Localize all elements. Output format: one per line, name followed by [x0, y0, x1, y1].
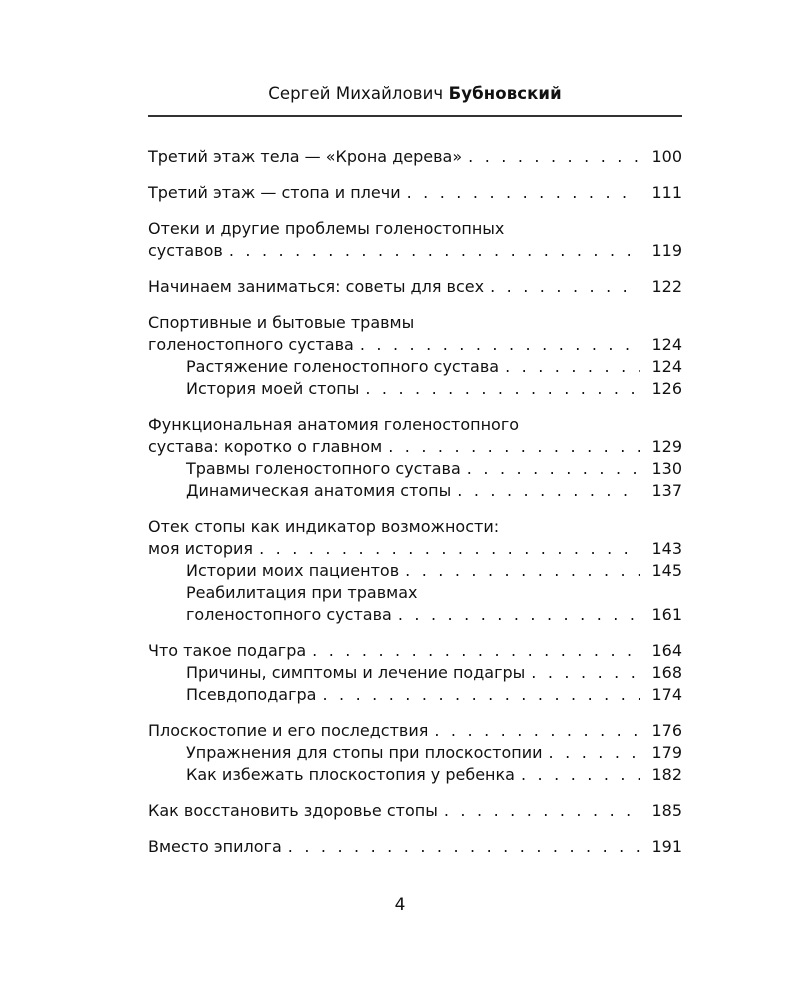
toc-entry-title-line: Что такое подагра	[148, 641, 307, 660]
dot-leader	[468, 146, 640, 168]
toc-page-number: 130	[651, 459, 682, 478]
toc-page-number: 124	[651, 357, 682, 376]
toc-entry[interactable]	[148, 218, 682, 262]
toc-entry[interactable]	[148, 312, 682, 356]
toc-subentry[interactable]	[148, 742, 682, 764]
dot-leader	[229, 240, 640, 262]
dot-leader	[407, 182, 640, 204]
toc-entry-title-line: Реабилитация при травмах	[186, 583, 418, 602]
toc-subentry[interactable]	[148, 378, 682, 400]
dot-leader	[444, 800, 640, 822]
toc-page-number: 124	[651, 335, 682, 354]
toc-subentry[interactable]	[148, 480, 682, 502]
toc-entry-title-line: голеностопного сустава	[148, 335, 354, 354]
author-name: Сергей Михайлович	[268, 84, 444, 103]
author-surname: Бубновский	[448, 84, 562, 103]
toc-entry-title-line: Растяжение голеностопного сустава	[186, 357, 500, 376]
toc-entry-title-line: голеностопного сустава	[186, 605, 392, 624]
dot-leader	[288, 836, 640, 858]
toc-entry-title-line: Травмы голеностопного сустава	[186, 459, 461, 478]
dot-leader	[549, 742, 640, 764]
toc-page-number: 168	[651, 663, 682, 682]
toc-page-number: 137	[651, 481, 682, 500]
toc-page-number: 129	[651, 437, 682, 456]
toc-entry-title-line: Функциональная анатомия голеностопного	[148, 415, 520, 434]
page-number: 4	[394, 895, 406, 915]
toc-page-number: 161	[651, 605, 682, 624]
toc-page-number: 185	[651, 801, 682, 820]
dot-leader	[434, 720, 640, 742]
toc-page-number: 174	[651, 685, 682, 704]
toc-subentry[interactable]	[148, 764, 682, 786]
toc-entry-title-line: Третий этаж — стопа и плечи	[148, 183, 401, 202]
toc-entry[interactable]	[148, 800, 682, 822]
toc-subentry[interactable]	[148, 662, 682, 684]
dot-leader	[365, 378, 640, 400]
toc-entry[interactable]	[148, 146, 682, 168]
toc-entry-title-line: Плоскостопие и его последствия	[148, 721, 429, 740]
dot-leader	[360, 334, 640, 356]
dot-leader	[467, 458, 640, 480]
toc-page-number: 145	[651, 561, 682, 580]
toc-page-number: 164	[651, 641, 682, 660]
toc-page-number: 176	[651, 721, 682, 740]
toc-subentry[interactable]	[148, 356, 682, 378]
toc-entry-title-line: История моей стопы	[186, 379, 360, 398]
toc-entry-title-line: Псевдоподагра	[186, 685, 317, 704]
toc-entry[interactable]	[148, 182, 682, 204]
toc-entry-title-line: Спортивные и бытовые травмы	[148, 313, 415, 332]
toc-entry-title-line: Вместо эпилога	[148, 837, 282, 856]
toc-page-number: 182	[651, 765, 682, 784]
dot-leader	[531, 662, 640, 684]
dot-leader	[521, 764, 640, 786]
toc-page-number: 126	[651, 379, 682, 398]
toc-entry-title-line: Отеки и другие проблемы голеностопных	[148, 219, 505, 238]
toc-entry-title-line: Отек стопы как индикатор возможности:	[148, 517, 500, 536]
dot-leader	[322, 684, 640, 706]
toc-entry-title-line: Как восстановить здоровье стопы	[148, 801, 438, 820]
toc-entry[interactable]	[148, 836, 682, 858]
dot-leader	[505, 356, 640, 378]
toc-page-number: 143	[651, 539, 682, 558]
toc-entry-title-line: Упражнения для стопы при плоскостопии	[186, 743, 543, 762]
toc-page-number: 122	[651, 277, 682, 296]
toc-entry-title-line: суставов	[148, 241, 223, 260]
toc-subentry[interactable]	[148, 684, 682, 706]
toc-page-number: 111	[651, 183, 682, 202]
dot-leader	[457, 480, 640, 502]
toc-subentry[interactable]	[148, 560, 682, 582]
toc-entry-title-line: Третий этаж тела — «Крона дерева»	[148, 147, 463, 166]
toc-subentry[interactable]	[148, 458, 682, 480]
dot-leader	[405, 560, 640, 582]
header-rule	[148, 115, 682, 117]
toc-entry[interactable]	[148, 516, 682, 560]
toc-entry-title-line: Начинаем заниматься: советы для всех	[148, 277, 485, 296]
toc-entry-title-line: сустава: коротко о главном	[148, 437, 383, 456]
dot-leader	[490, 276, 640, 298]
toc-entry-title-line: Динамическая анатомия стопы	[186, 481, 452, 500]
toc-entry[interactable]	[148, 276, 682, 298]
toc-entry-title-line: Причины, симптомы и лечение подагры	[186, 663, 526, 682]
dot-leader	[259, 538, 640, 560]
toc-page-number: 191	[651, 837, 682, 856]
toc-subentry[interactable]	[148, 582, 682, 626]
toc-entry-title-line: Истории моих пациентов	[186, 561, 400, 580]
toc-entry-title-line: Как избежать плоскостопия у ребенка	[186, 765, 515, 784]
toc-page-number: 119	[651, 241, 682, 260]
toc-entry-title-line: моя история	[148, 539, 254, 558]
toc-page-number: 100	[651, 147, 682, 166]
toc-entry[interactable]	[148, 414, 682, 458]
toc-entry[interactable]	[148, 640, 682, 662]
table-of-contents	[148, 146, 682, 858]
dot-leader	[312, 640, 640, 662]
toc-entry[interactable]	[148, 720, 682, 742]
dot-leader	[388, 436, 640, 458]
dot-leader	[398, 604, 640, 626]
running-header	[148, 84, 682, 103]
toc-page-number: 179	[651, 743, 682, 762]
